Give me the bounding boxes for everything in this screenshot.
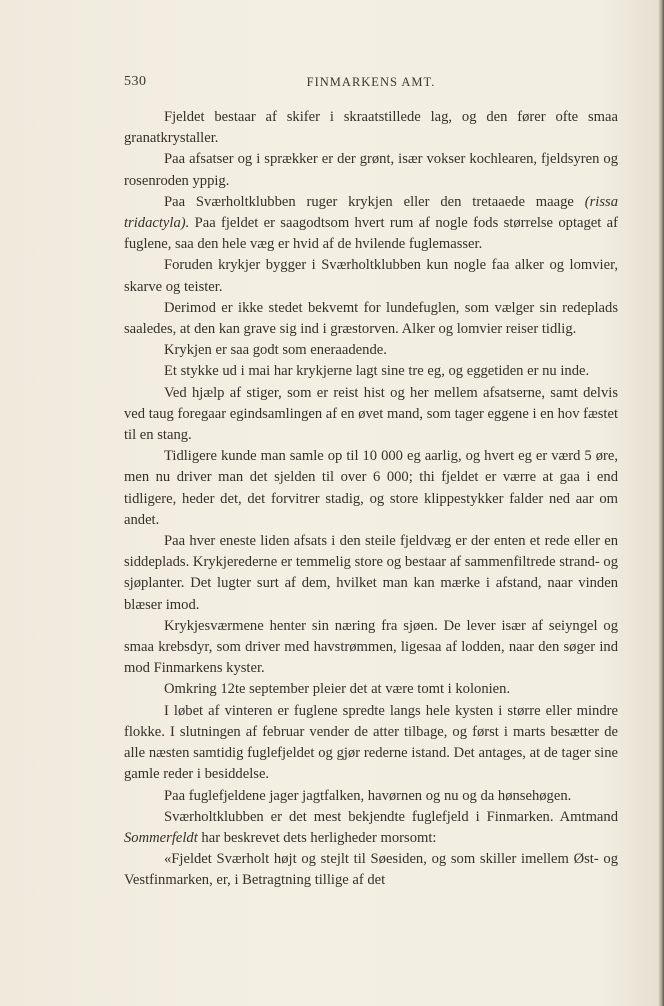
page-header: [124, 74, 618, 96]
paragraph-text: Paa fuglefjeldene jager jagtfalken, havørnen og nu og da hønsehøgen.: [164, 787, 572, 804]
paragraph: [124, 149, 618, 191]
paragraph: [124, 298, 618, 340]
paragraph-text: Paa afsatser og i sprækker er der grønt, især vokser kochlearen, fjeldsyren og rosenroden yppig.: [124, 151, 618, 189]
paragraph: [124, 446, 618, 531]
paragraph: [124, 107, 618, 149]
paragraph: [124, 679, 618, 700]
paragraph-text: Et stykke ud i mai har krykjerne lagt sine tre eg, og eggetiden er nu inde.: [164, 363, 590, 380]
paragraph-text: Fjeldet bestaar af skifer i skraatstillede lag, og den fører ofte smaa granatkrystaller.: [124, 109, 618, 147]
paragraph: [124, 255, 618, 297]
paragraph-text: Paa hver eneste liden afsats i den steile fjeldvæg er der enten et rede eller en siddeplads. Krykjerederne er temmelig store og bestaar af sammenfiltrede strand- og sjøplanter. Det lugter surt af dem, hvilket man kan mærke i afstand, naar vinden blæser imod.: [124, 533, 618, 613]
paragraph: [124, 361, 618, 382]
paragraph-text: Sværholtklubben er det mest bekjendte fuglefjeld i Finmarken. Amtmand: [164, 808, 618, 825]
person-name: Sommerfeldt: [124, 829, 198, 846]
paragraph: [124, 701, 618, 786]
paragraph-text: Paa fjeldet er saagodtsom hvert rum af nogle fods størrelse optaget af fuglene, saa den hele væg er hvid af de hvilende fuglemasser.: [124, 215, 618, 253]
page-edge-shadow: [658, 0, 664, 1006]
paragraph-text: har beskrevet dets herligheder morsomt:: [197, 829, 437, 846]
paragraph: [124, 786, 618, 807]
paragraph-text: Krykjen er saa godt som eneraadende.: [164, 342, 387, 359]
paragraph: [124, 340, 618, 361]
paragraph: [124, 192, 618, 256]
paragraph-text: Paa Sværholtklubben ruger krykjen eller den tretaaede maage: [164, 193, 585, 210]
paragraph-text: Ved hjælp af stiger, som er reist hist og her mellem afsatserne, samt delvis ved taug foregaar egindsamlingen af en øvet mand, som tager eggene i en hov fæstet til en stang.: [124, 384, 618, 444]
body-text: [124, 107, 618, 892]
page-number: 530: [124, 74, 147, 89]
paragraph: [124, 807, 618, 849]
running-head: FINMARKENS AMT.: [306, 75, 436, 89]
paragraph: [124, 383, 618, 447]
paragraph-text: Omkring 12te september pleier det at være tomt i kolonien.: [164, 681, 511, 698]
species-name: (rissa tridactyla).: [124, 193, 618, 232]
paragraph-text: Krykjesværmene henter sin næring fra sjøen. De lever især af seiyngel og smaa krebsdyr, som driver med havstrømmen, ligesaa af lodden, naar den søger ind mod Finmarkens kyster.: [124, 617, 618, 677]
paragraph-text: Derimod er ikke stedet bekvemt for lundefuglen, som vælger sin redeplads saaledes, at den kan grave sig ind i græstorven. Alker og lomvier reiser tidlig.: [124, 299, 618, 338]
paragraph-quote: [124, 849, 618, 891]
paragraph-text: Foruden krykjer bygger i Sværholtklubben kun nogle faa alker og lomvier, skarve og teister.: [124, 257, 618, 295]
paragraph: [124, 531, 618, 616]
paragraph-text: I løbet af vinteren er fuglene spredte langs hele kysten i større eller mindre flokke. I slutningen af februar vender de atter tilbage, og først i marts besætter de alle næsten samtidig fuglefjeldet og gjør rederne istand. Det antages, at de tager sine gamle reder i besiddelse.: [124, 702, 618, 783]
paragraph-text: Tidligere kunde man samle op til 10 000 eg aarlig, og hvert eg er værd 5 øre, men nu driver man det sjelden til over 6 000; thi fjeldet er værre at gaa i end tidligere, heder det, det forvitrer stadig, og store klippestykker falder ned aar om andet.: [124, 448, 618, 528]
paragraph: [124, 616, 618, 680]
paragraph-text: «Fjeldet Sværholt højt og stejlt til Søesiden, og som skiller imellem Øst- og Vestfinmarken, er, i Betragtning tillige af det: [124, 851, 618, 889]
